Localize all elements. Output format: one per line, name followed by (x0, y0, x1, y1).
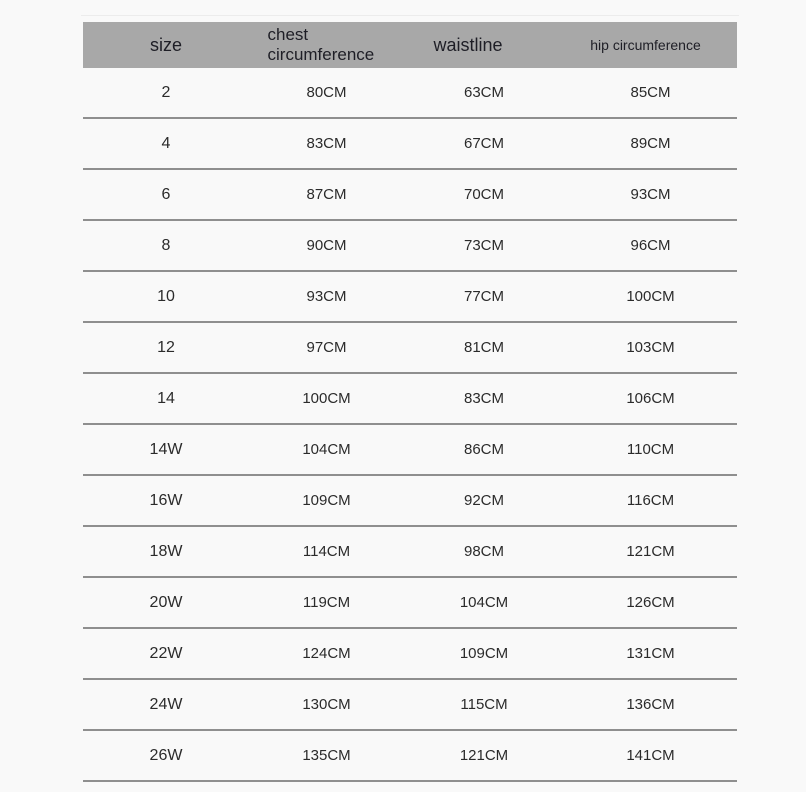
cell-size: 8 (161, 236, 171, 254)
cell-size: 14 (157, 389, 175, 407)
cell-size: 24W (149, 695, 183, 713)
table-row (83, 221, 737, 272)
cell-waistline: 77CM (463, 288, 504, 305)
cell-waistline: 92CM (463, 492, 504, 509)
cell-chest-circumference: 97CM (306, 339, 347, 356)
cell-hip-circumference: 116CM (626, 492, 675, 509)
cell-chest-circumference: 119CM (302, 594, 351, 611)
cell-waistline: 73CM (463, 237, 504, 254)
table-row (83, 68, 737, 119)
cell-hip-circumference: 141CM (626, 747, 675, 764)
cell-chest-circumference: 124CM (302, 645, 351, 662)
cell-waistline: 109CM (459, 645, 509, 662)
cell-size: 6 (161, 185, 171, 203)
cell-hip-circumference: 103CM (626, 339, 675, 356)
table-row (83, 476, 737, 527)
cell-size: 10 (157, 287, 175, 305)
cell-chest-circumference: 109CM (302, 492, 351, 509)
header-cell-chest-circumference (249, 25, 404, 65)
cell-chest-circumference: 90CM (306, 237, 347, 254)
table-row (83, 578, 737, 629)
table-body (83, 68, 737, 782)
cell-chest-circumference: 93CM (306, 288, 347, 305)
table-row (83, 731, 737, 782)
cell-size: 20W (149, 593, 183, 611)
cell-waistline: 70CM (463, 186, 504, 203)
cell-hip-circumference: 131CM (626, 645, 675, 662)
cell-waistline: 67CM (463, 135, 504, 152)
header-cell-chest-circumference-label: chest circumference (267, 24, 375, 64)
cell-size: 26W (149, 746, 183, 764)
cell-size: 16W (149, 491, 183, 509)
cell-waistline: 121CM (459, 747, 509, 764)
cell-hip-circumference: 96CM (630, 237, 671, 254)
cell-chest-circumference: 100CM (302, 390, 351, 407)
cell-size: 2 (161, 83, 171, 101)
header-cell-size: size (149, 34, 182, 55)
cell-hip-circumference: 110CM (626, 441, 675, 458)
cell-hip-circumference: 106CM (626, 390, 675, 407)
table-row (83, 680, 737, 731)
cell-chest-circumference: 83CM (306, 135, 347, 152)
table-row (83, 527, 737, 578)
cell-size: 12 (157, 338, 175, 356)
table-row (83, 170, 737, 221)
size-chart-table (83, 22, 737, 782)
cell-size: 14W (149, 440, 183, 458)
table-header-row (83, 22, 737, 68)
table-row (83, 323, 737, 374)
cell-hip-circumference: 93CM (630, 186, 671, 203)
table-row (83, 272, 737, 323)
cell-hip-circumference: 136CM (626, 696, 675, 713)
cell-waistline: 83CM (463, 390, 504, 407)
cell-chest-circumference: 130CM (302, 696, 351, 713)
header-cell-hip-circumference: hip circumference (590, 37, 701, 53)
table-row (83, 425, 737, 476)
cell-hip-circumference: 100CM (626, 288, 675, 305)
cell-size: 4 (161, 134, 171, 152)
cell-hip-circumference: 121CM (626, 543, 675, 560)
cell-hip-circumference: 89CM (630, 135, 671, 152)
cell-chest-circumference: 114CM (302, 543, 351, 560)
table-row (83, 629, 737, 680)
cell-chest-circumference: 135CM (302, 747, 351, 764)
cell-chest-circumference: 80CM (306, 84, 347, 101)
cell-waistline: 104CM (459, 594, 509, 611)
cell-chest-circumference: 87CM (306, 186, 347, 203)
cell-hip-circumference: 85CM (630, 84, 671, 101)
header-cell-waistline: waistline (433, 34, 503, 55)
cell-size: 22W (149, 644, 183, 662)
cell-hip-circumference: 126CM (626, 594, 675, 611)
cell-waistline: 115CM (460, 696, 508, 713)
cell-waistline: 98CM (463, 543, 504, 560)
cell-chest-circumference: 104CM (302, 441, 351, 458)
cell-waistline: 63CM (463, 84, 504, 101)
cell-size: 18W (149, 542, 183, 560)
table-row (83, 374, 737, 425)
cell-waistline: 86CM (463, 441, 504, 458)
table-row (83, 119, 737, 170)
cell-waistline: 81CM (463, 339, 504, 356)
